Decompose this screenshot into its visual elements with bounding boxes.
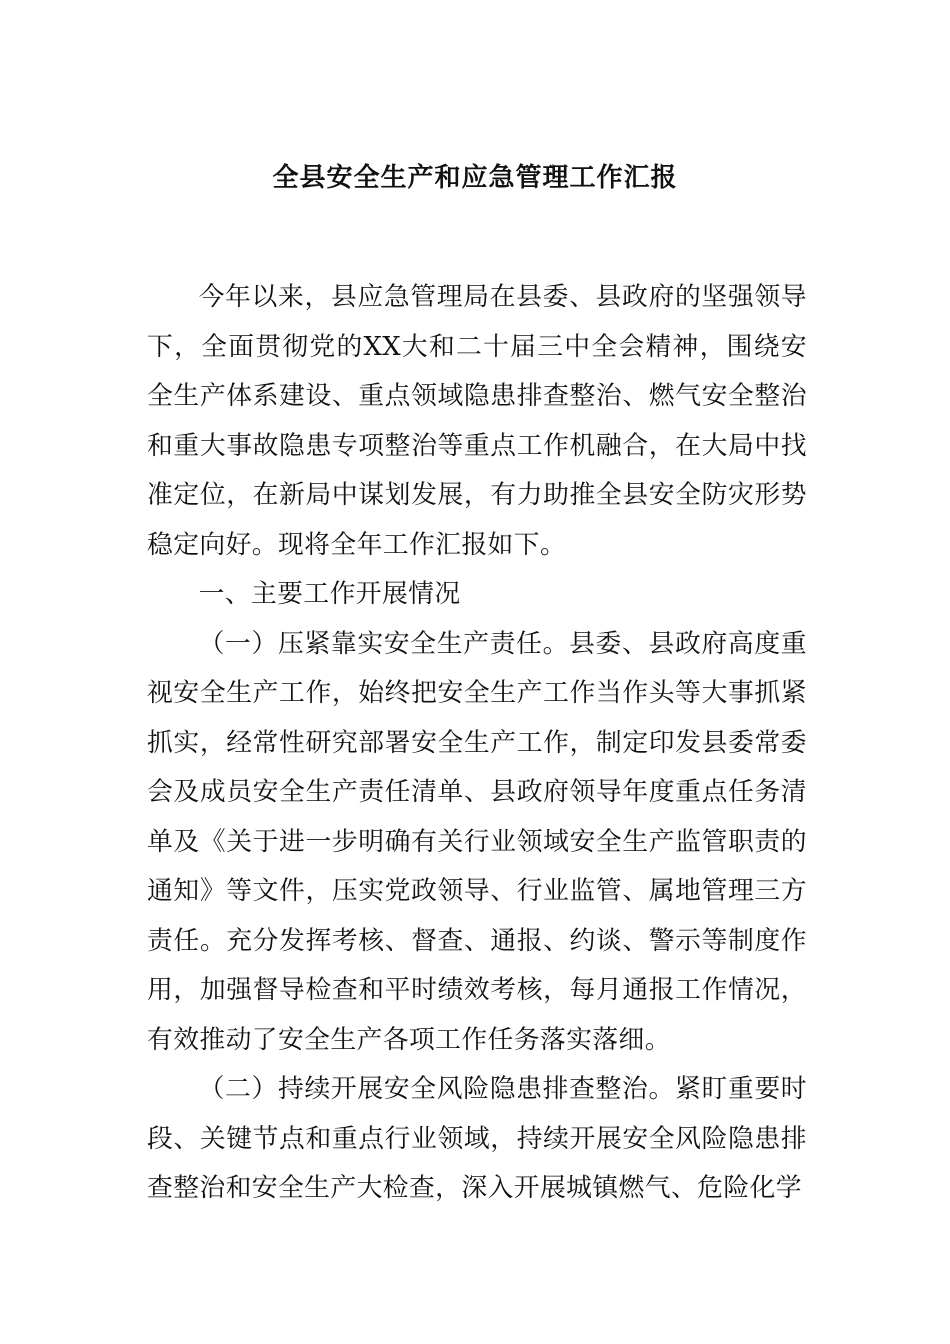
document-title: 全县安全生产和应急管理工作汇报 [272, 163, 678, 193]
document-body [147, 273, 807, 1214]
item-paragraph-1: （一）压紧靠实安全生产责任。县委、县政府高度重视安全生产工作，始终把安全生产工作当作头等大事抓紧抓实，经常性研究部署安全生产工作，制定印发县委常委会及成员安全生产责任清单、县政府领导年度重点任务清单及《关于进一步明确有关行业领域安全生产监管职责的通知》等文件，压实党政领导、行业监管、属地管理三方责任。充分发挥考核、督查、通报、约谈、警示等制度作用，加强督导检查和平时绩效考核，每月通报工作情况，有效推动了安全生产各项工作任务落实落细。 [147, 628, 807, 1055]
item-paragraph-2: （二）持续开展安全风险隐患排查整治。紧盯重要时段、关键节点和重点行业领域，持续开展安全风险隐患排查整治和安全生产大检查，深入开展城镇燃气、危险化学 [147, 1074, 807, 1203]
intro-paragraph: 今年以来，县应急管理局在县委、县政府的坚强领导下，全面贯彻党的XX大和二十届三中全会精神，围绕安全生产体系建设、重点领域隐患排查整治、燃气安全整治和重大事故隐患专项整治等重点工作机融合，在大局中找准定位，在新局中谋划发展，有力助推全县安全防灾形势稳定向好。现将全年工作汇报如下。 [147, 282, 807, 560]
section-heading: 一、主要工作开展情况 [198, 579, 461, 609]
